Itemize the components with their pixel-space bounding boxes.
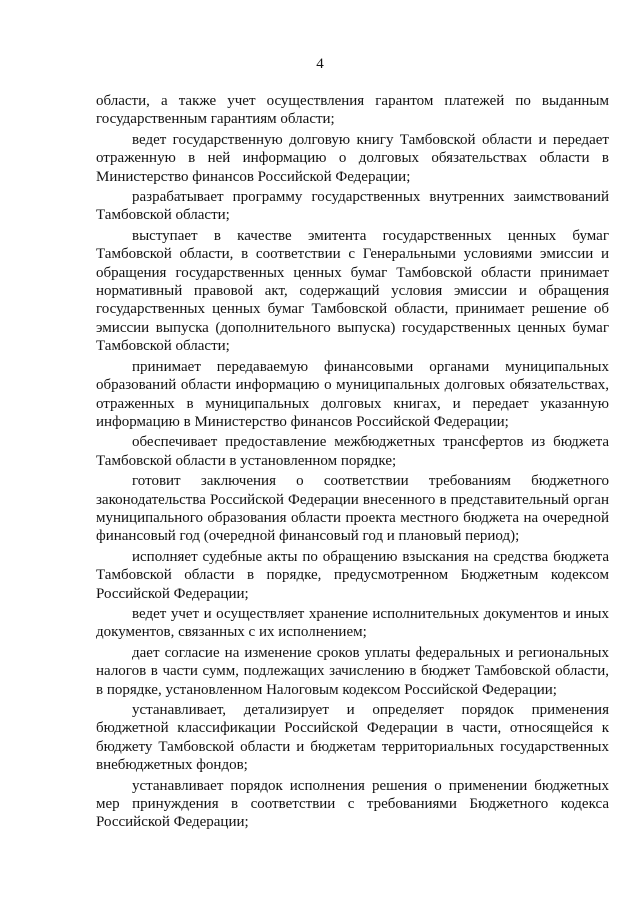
paragraph: принимает передаваемую финансовыми органами муниципальных образований области информацию о муниципальных долговых обязательствах, отраженных в муниципальных долговых книгах, и передает указанную информацию в Министерство финансов Российской Федерации; [96,358,609,430]
paragraph: готовит заключения о соответствии требованиям бюджетного законодательства Российской Федерации внесенного в представительный орган муниципального образования области проекта местного бюджета на очередной финансовый год (очередной финансовый год и плановый период); [96,473,609,545]
paragraph: дает согласие на изменение сроков уплаты федеральных и региональных налогов в части сумм, подлежащих зачислению в бюджет Тамбовской области, в порядке, установленном Налоговым кодексом Российской Федерации; [96,644,609,698]
document-body [96,92,609,834]
paragraph: устанавливает, детализирует и определяет порядок применения бюджетной классификации Российской Федерации в части, относящейся к бюджету Тамбовской области и бюджетам территориальных государственных внебюджетных фондов; [96,702,609,774]
paragraph: области, а также учет осуществления гарантом платежей по выданным государственным гарантиям области; [96,93,609,128]
paragraph: выступает в качестве эмитента государственных ценных бумаг Тамбовской области, в соответствии с Генеральными условиями эмиссии и обращения государственных ценных бумаг Тамбовской области принимает нормативный правовой акт, содержащий условия эмиссии и обращения государственных ценных бумаг Тамбовской области, принимает решение об эмиссии выпуска (дополнительного выпуска) государственных ценных бумаг Тамбовской области; [96,227,609,355]
paragraph: ведет государственную долговую книгу Тамбовской области и передает отраженную в ней информацию о долговых обязательствах области в Министерство финансов Российской Федерации; [96,131,609,185]
paragraph: исполняет судебные акты по обращению взыскания на средства бюджета Тамбовской области в порядке, предусмотренном Бюджетным кодексом Российской Федерации; [96,548,609,602]
paragraph: обеспечивает предоставление межбюджетных трансфертов из бюджета Тамбовской области в установленном порядке; [96,434,609,469]
paragraph: разрабатывает программу государственных внутренних заимствований Тамбовской области; [96,189,609,224]
paragraph: ведет учет и осуществляет хранение исполнительных документов и иных документов, связанных с их исполнением; [96,605,609,641]
page-number: 4 [316,56,324,72]
paragraph: устанавливает порядок исполнения решения о применении бюджетных мер принуждения в соответствии с требованиями Бюджетного кодекса Российской Федерации; [96,777,609,831]
